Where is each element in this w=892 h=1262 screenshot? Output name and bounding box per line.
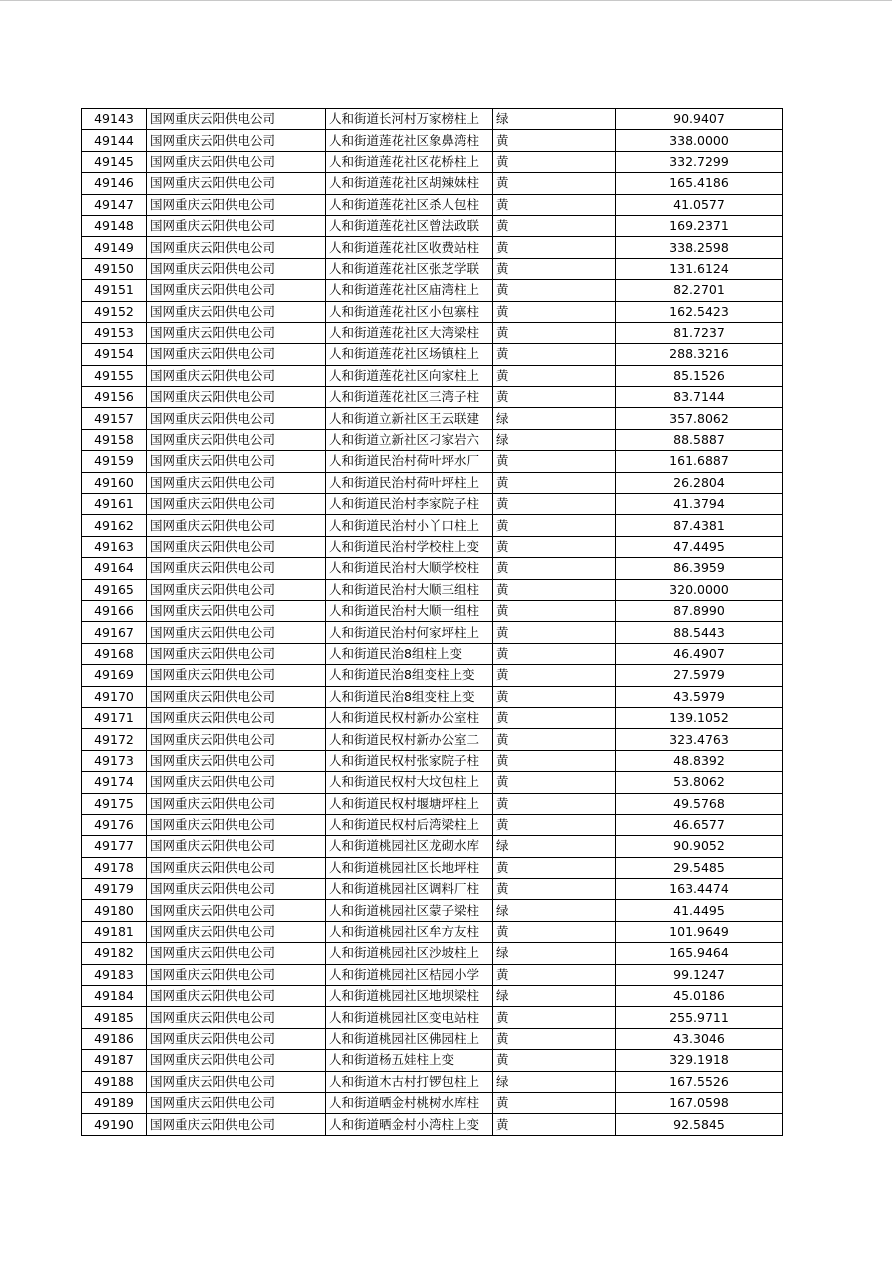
cell-site: 人和街道莲花社区向家柱上	[326, 365, 493, 386]
cell-id: 49154	[82, 344, 147, 365]
cell-site: 人和街道桃园社区地坝梁柱	[326, 986, 493, 1007]
cell-company: 国网重庆云阳供电公司	[147, 301, 326, 322]
table-row	[82, 536, 783, 557]
cell-site: 人和街道桃园社区桔园小学	[326, 964, 493, 985]
cell-id: 49190	[82, 1114, 147, 1135]
cell-color: 黄	[493, 579, 616, 600]
cell-company: 国网重庆云阳供电公司	[147, 130, 326, 151]
cell-company: 国网重庆云阳供电公司	[147, 921, 326, 942]
cell-value: 288.3216	[616, 344, 783, 365]
cell-id: 49168	[82, 643, 147, 664]
cell-id: 49176	[82, 814, 147, 835]
cell-company: 国网重庆云阳供电公司	[147, 665, 326, 686]
cell-value: 83.7144	[616, 387, 783, 408]
cell-company: 国网重庆云阳供电公司	[147, 515, 326, 536]
cell-site: 人和街道民权村堰塘坪柱上	[326, 793, 493, 814]
cell-company: 国网重庆云阳供电公司	[147, 643, 326, 664]
cell-company: 国网重庆云阳供电公司	[147, 793, 326, 814]
cell-site: 人和街道桃园社区蒙子梁柱	[326, 900, 493, 921]
cell-value: 162.5423	[616, 301, 783, 322]
table-row	[82, 173, 783, 194]
cell-company: 国网重庆云阳供电公司	[147, 1092, 326, 1113]
cell-value: 46.6577	[616, 814, 783, 835]
cell-site: 人和街道桃园社区沙坡柱上	[326, 943, 493, 964]
cell-site: 人和街道长河村万家榜柱上	[326, 109, 493, 130]
cell-id: 49150	[82, 258, 147, 279]
table-row	[82, 215, 783, 236]
cell-id: 49167	[82, 622, 147, 643]
cell-value: 332.7299	[616, 151, 783, 172]
cell-company: 国网重庆云阳供电公司	[147, 579, 326, 600]
cell-site: 人和街道晒金村小湾柱上变	[326, 1114, 493, 1135]
cell-color: 黄	[493, 879, 616, 900]
cell-color: 黄	[493, 622, 616, 643]
cell-color: 黄	[493, 1050, 616, 1071]
cell-id: 49181	[82, 921, 147, 942]
cell-id: 49172	[82, 729, 147, 750]
cell-site: 人和街道晒金村桃树水库柱	[326, 1092, 493, 1113]
cell-value: 165.9464	[616, 943, 783, 964]
cell-id: 49159	[82, 451, 147, 472]
cell-site: 人和街道民治村大顺学校柱	[326, 558, 493, 579]
cell-company: 国网重庆云阳供电公司	[147, 194, 326, 215]
cell-id: 49162	[82, 515, 147, 536]
cell-id: 49171	[82, 707, 147, 728]
cell-color: 绿	[493, 1071, 616, 1092]
cell-value: 163.4474	[616, 879, 783, 900]
cell-site: 人和街道莲花社区花桥柱上	[326, 151, 493, 172]
cell-color: 黄	[493, 322, 616, 343]
cell-id: 49165	[82, 579, 147, 600]
cell-company: 国网重庆云阳供电公司	[147, 173, 326, 194]
table-row	[82, 600, 783, 621]
table-row	[82, 857, 783, 878]
cell-company: 国网重庆云阳供电公司	[147, 280, 326, 301]
cell-id: 49189	[82, 1092, 147, 1113]
cell-value: 86.3959	[616, 558, 783, 579]
cell-value: 99.1247	[616, 964, 783, 985]
cell-id: 49149	[82, 237, 147, 258]
cell-color: 黄	[493, 515, 616, 536]
cell-color: 绿	[493, 836, 616, 857]
page-top-rule	[0, 0, 892, 1]
table-row	[82, 793, 783, 814]
cell-id: 49156	[82, 387, 147, 408]
cell-value: 101.9649	[616, 921, 783, 942]
table-row	[82, 964, 783, 985]
cell-site: 人和街道民治村学校柱上变	[326, 536, 493, 557]
table-row	[82, 558, 783, 579]
cell-value: 87.4381	[616, 515, 783, 536]
cell-company: 国网重庆云阳供电公司	[147, 879, 326, 900]
cell-id: 49175	[82, 793, 147, 814]
cell-value: 169.2371	[616, 215, 783, 236]
cell-site: 人和街道民治村荷叶坪柱上	[326, 472, 493, 493]
cell-value: 45.0186	[616, 986, 783, 1007]
cell-id: 49157	[82, 408, 147, 429]
cell-site: 人和街道桃园社区变电站柱	[326, 1007, 493, 1028]
cell-id: 49152	[82, 301, 147, 322]
cell-value: 90.9407	[616, 109, 783, 130]
table-row	[82, 194, 783, 215]
cell-value: 41.4495	[616, 900, 783, 921]
cell-value: 48.8392	[616, 750, 783, 771]
cell-id: 49163	[82, 536, 147, 557]
cell-color: 黄	[493, 964, 616, 985]
table-row	[82, 322, 783, 343]
cell-company: 国网重庆云阳供电公司	[147, 686, 326, 707]
cell-value: 46.4907	[616, 643, 783, 664]
cell-color: 黄	[493, 665, 616, 686]
cell-id: 49174	[82, 772, 147, 793]
table-row	[82, 643, 783, 664]
table-row	[82, 387, 783, 408]
cell-color: 黄	[493, 1114, 616, 1135]
cell-value: 88.5887	[616, 429, 783, 450]
cell-id: 49145	[82, 151, 147, 172]
cell-company: 国网重庆云阳供电公司	[147, 772, 326, 793]
cell-company: 国网重庆云阳供电公司	[147, 408, 326, 429]
cell-site: 人和街道民权村张家院子柱	[326, 750, 493, 771]
cell-site: 人和街道民治村李家院子柱	[326, 494, 493, 515]
cell-company: 国网重庆云阳供电公司	[147, 964, 326, 985]
cell-site: 人和街道莲花社区杀人包柱	[326, 194, 493, 215]
cell-company: 国网重庆云阳供电公司	[147, 215, 326, 236]
cell-color: 黄	[493, 472, 616, 493]
cell-site: 人和街道莲花社区大湾梁柱	[326, 322, 493, 343]
cell-site: 人和街道木古村打锣包柱上	[326, 1071, 493, 1092]
cell-company: 国网重庆云阳供电公司	[147, 451, 326, 472]
cell-site: 人和街道桃园社区佛园柱上	[326, 1028, 493, 1049]
cell-company: 国网重庆云阳供电公司	[147, 986, 326, 1007]
cell-color: 黄	[493, 1092, 616, 1113]
cell-company: 国网重庆云阳供电公司	[147, 900, 326, 921]
cell-color: 黄	[493, 707, 616, 728]
cell-color: 黄	[493, 237, 616, 258]
cell-company: 国网重庆云阳供电公司	[147, 365, 326, 386]
cell-site: 人和街道莲花社区象鼻湾柱	[326, 130, 493, 151]
cell-value: 329.1918	[616, 1050, 783, 1071]
cell-site: 人和街道莲花社区曾法政联	[326, 215, 493, 236]
cell-value: 41.3794	[616, 494, 783, 515]
cell-value: 167.5526	[616, 1071, 783, 1092]
cell-id: 49182	[82, 943, 147, 964]
cell-value: 92.5845	[616, 1114, 783, 1135]
cell-value: 43.3046	[616, 1028, 783, 1049]
table-row	[82, 986, 783, 1007]
cell-value: 87.8990	[616, 600, 783, 621]
cell-company: 国网重庆云阳供电公司	[147, 857, 326, 878]
cell-company: 国网重庆云阳供电公司	[147, 943, 326, 964]
cell-company: 国网重庆云阳供电公司	[147, 558, 326, 579]
cell-company: 国网重庆云阳供电公司	[147, 472, 326, 493]
cell-id: 49147	[82, 194, 147, 215]
cell-company: 国网重庆云阳供电公司	[147, 1007, 326, 1028]
cell-company: 国网重庆云阳供电公司	[147, 600, 326, 621]
cell-site: 人和街道立新社区王云联建	[326, 408, 493, 429]
cell-site: 人和街道民治村大顺一组柱	[326, 600, 493, 621]
table-row	[82, 1114, 783, 1135]
table-row	[82, 1050, 783, 1071]
cell-color: 黄	[493, 194, 616, 215]
cell-site: 人和街道民权村新办公室二	[326, 729, 493, 750]
cell-site: 人和街道莲花社区三湾子柱	[326, 387, 493, 408]
cell-color: 黄	[493, 814, 616, 835]
cell-color: 黄	[493, 536, 616, 557]
cell-color: 黄	[493, 280, 616, 301]
table-row	[82, 451, 783, 472]
table-row	[82, 408, 783, 429]
cell-id: 49148	[82, 215, 147, 236]
cell-value: 357.8062	[616, 408, 783, 429]
cell-id: 49179	[82, 879, 147, 900]
cell-value: 29.5485	[616, 857, 783, 878]
table-row	[82, 921, 783, 942]
cell-color: 黄	[493, 857, 616, 878]
table-row	[82, 365, 783, 386]
cell-id: 49178	[82, 857, 147, 878]
cell-id: 49184	[82, 986, 147, 1007]
cell-id: 49161	[82, 494, 147, 515]
cell-site: 人和街道莲花社区场镇柱上	[326, 344, 493, 365]
cell-value: 49.5768	[616, 793, 783, 814]
cell-color: 黄	[493, 1007, 616, 1028]
cell-site: 人和街道莲花社区收费站柱	[326, 237, 493, 258]
cell-company: 国网重庆云阳供电公司	[147, 151, 326, 172]
cell-company: 国网重庆云阳供电公司	[147, 258, 326, 279]
cell-site: 人和街道民治村小丫口柱上	[326, 515, 493, 536]
cell-id: 49188	[82, 1071, 147, 1092]
cell-value: 161.6887	[616, 451, 783, 472]
cell-site: 人和街道民治村大顺三组柱	[326, 579, 493, 600]
cell-site: 人和街道莲花社区庙湾柱上	[326, 280, 493, 301]
cell-value: 41.0577	[616, 194, 783, 215]
cell-site: 人和街道民权村后湾梁柱上	[326, 814, 493, 835]
cell-value: 323.4763	[616, 729, 783, 750]
table-row	[82, 579, 783, 600]
table-row	[82, 237, 783, 258]
table-row	[82, 1007, 783, 1028]
cell-site: 人和街道莲花社区胡辣妹柱	[326, 173, 493, 194]
table-row	[82, 130, 783, 151]
cell-company: 国网重庆云阳供电公司	[147, 536, 326, 557]
cell-color: 绿	[493, 943, 616, 964]
cell-id: 49169	[82, 665, 147, 686]
cell-company: 国网重庆云阳供电公司	[147, 429, 326, 450]
cell-color: 黄	[493, 729, 616, 750]
cell-color: 黄	[493, 1028, 616, 1049]
cell-color: 黄	[493, 686, 616, 707]
table-row	[82, 943, 783, 964]
cell-id: 49144	[82, 130, 147, 151]
cell-value: 81.7237	[616, 322, 783, 343]
cell-company: 国网重庆云阳供电公司	[147, 1071, 326, 1092]
cell-color: 黄	[493, 793, 616, 814]
cell-id: 49177	[82, 836, 147, 857]
cell-color: 黄	[493, 451, 616, 472]
cell-value: 82.2701	[616, 280, 783, 301]
cell-color: 黄	[493, 173, 616, 194]
cell-color: 绿	[493, 429, 616, 450]
cell-color: 黄	[493, 258, 616, 279]
cell-company: 国网重庆云阳供电公司	[147, 814, 326, 835]
cell-value: 85.1526	[616, 365, 783, 386]
table-row	[82, 151, 783, 172]
table-row	[82, 494, 783, 515]
cell-color: 黄	[493, 301, 616, 322]
cell-company: 国网重庆云阳供电公司	[147, 344, 326, 365]
cell-id: 49155	[82, 365, 147, 386]
cell-value: 90.9052	[616, 836, 783, 857]
cell-value: 139.1052	[616, 707, 783, 728]
cell-site: 人和街道民治村何家坪柱上	[326, 622, 493, 643]
cell-color: 黄	[493, 643, 616, 664]
cell-id: 49153	[82, 322, 147, 343]
table-row	[82, 707, 783, 728]
table-row	[82, 729, 783, 750]
table-row	[82, 836, 783, 857]
cell-color: 绿	[493, 900, 616, 921]
cell-company: 国网重庆云阳供电公司	[147, 109, 326, 130]
cell-id: 49170	[82, 686, 147, 707]
table-row	[82, 429, 783, 450]
cell-value: 47.4495	[616, 536, 783, 557]
cell-site: 人和街道桃园社区龙砌水库	[326, 836, 493, 857]
cell-site: 人和街道民权村大坟包柱上	[326, 772, 493, 793]
cell-company: 国网重庆云阳供电公司	[147, 707, 326, 728]
table-row	[82, 344, 783, 365]
cell-value: 255.9711	[616, 1007, 783, 1028]
table-row	[82, 1028, 783, 1049]
cell-id: 49166	[82, 600, 147, 621]
cell-color: 绿	[493, 109, 616, 130]
cell-site: 人和街道桃园社区调料厂柱	[326, 879, 493, 900]
cell-color: 黄	[493, 600, 616, 621]
table-row	[82, 1092, 783, 1113]
cell-company: 国网重庆云阳供电公司	[147, 836, 326, 857]
cell-value: 26.2804	[616, 472, 783, 493]
cell-site: 人和街道莲花社区张芝学联	[326, 258, 493, 279]
cell-color: 黄	[493, 494, 616, 515]
cell-value: 165.4186	[616, 173, 783, 194]
cell-site: 人和街道民治8组柱上变	[326, 643, 493, 664]
cell-id: 49151	[82, 280, 147, 301]
cell-value: 338.0000	[616, 130, 783, 151]
cell-company: 国网重庆云阳供电公司	[147, 750, 326, 771]
table-row	[82, 109, 783, 130]
cell-color: 绿	[493, 986, 616, 1007]
cell-company: 国网重庆云阳供电公司	[147, 237, 326, 258]
table-row	[82, 772, 783, 793]
cell-color: 黄	[493, 215, 616, 236]
cell-id: 49143	[82, 109, 147, 130]
table-row	[82, 472, 783, 493]
cell-value: 167.0598	[616, 1092, 783, 1113]
cell-id: 49185	[82, 1007, 147, 1028]
cell-color: 黄	[493, 750, 616, 771]
table-body	[82, 109, 783, 1136]
cell-value: 53.8062	[616, 772, 783, 793]
cell-id: 49180	[82, 900, 147, 921]
cell-company: 国网重庆云阳供电公司	[147, 494, 326, 515]
table-row	[82, 750, 783, 771]
cell-site: 人和街道桃园社区长地坪柱	[326, 857, 493, 878]
cell-value: 27.5979	[616, 665, 783, 686]
cell-site: 人和街道民治8组变柱上变	[326, 686, 493, 707]
cell-color: 黄	[493, 130, 616, 151]
table-row	[82, 814, 783, 835]
cell-color: 黄	[493, 772, 616, 793]
cell-color: 黄	[493, 365, 616, 386]
table-row	[82, 280, 783, 301]
cell-company: 国网重庆云阳供电公司	[147, 1028, 326, 1049]
cell-color: 黄	[493, 921, 616, 942]
cell-id: 49186	[82, 1028, 147, 1049]
table-row	[82, 686, 783, 707]
table-row	[82, 258, 783, 279]
cell-value: 320.0000	[616, 579, 783, 600]
cell-color: 黄	[493, 151, 616, 172]
cell-company: 国网重庆云阳供电公司	[147, 1050, 326, 1071]
cell-color: 黄	[493, 344, 616, 365]
cell-company: 国网重庆云阳供电公司	[147, 322, 326, 343]
cell-id: 49187	[82, 1050, 147, 1071]
cell-id: 49158	[82, 429, 147, 450]
cell-site: 人和街道民治8组变柱上变	[326, 665, 493, 686]
cell-company: 国网重庆云阳供电公司	[147, 1114, 326, 1135]
cell-company: 国网重庆云阳供电公司	[147, 387, 326, 408]
cell-color: 黄	[493, 558, 616, 579]
cell-site: 人和街道桃园社区牟方友柱	[326, 921, 493, 942]
cell-value: 338.2598	[616, 237, 783, 258]
cell-id: 49146	[82, 173, 147, 194]
cell-value: 131.6124	[616, 258, 783, 279]
cell-site: 人和街道民权村新办公室柱	[326, 707, 493, 728]
cell-id: 49183	[82, 964, 147, 985]
data-table	[81, 108, 783, 1136]
table-row	[82, 665, 783, 686]
cell-color: 绿	[493, 408, 616, 429]
table-row	[82, 622, 783, 643]
cell-site: 人和街道立新社区刁家岩六	[326, 429, 493, 450]
cell-company: 国网重庆云阳供电公司	[147, 729, 326, 750]
table-row	[82, 301, 783, 322]
cell-site: 人和街道民治村荷叶坪水厂	[326, 451, 493, 472]
table-row	[82, 1071, 783, 1092]
table-row	[82, 515, 783, 536]
cell-value: 88.5443	[616, 622, 783, 643]
cell-id: 49160	[82, 472, 147, 493]
table-row	[82, 900, 783, 921]
cell-color: 黄	[493, 387, 616, 408]
cell-id: 49173	[82, 750, 147, 771]
cell-site: 人和街道莲花社区小包寨柱	[326, 301, 493, 322]
cell-company: 国网重庆云阳供电公司	[147, 622, 326, 643]
table-row	[82, 879, 783, 900]
cell-id: 49164	[82, 558, 147, 579]
cell-value: 43.5979	[616, 686, 783, 707]
cell-site: 人和街道杨五娃柱上变	[326, 1050, 493, 1071]
